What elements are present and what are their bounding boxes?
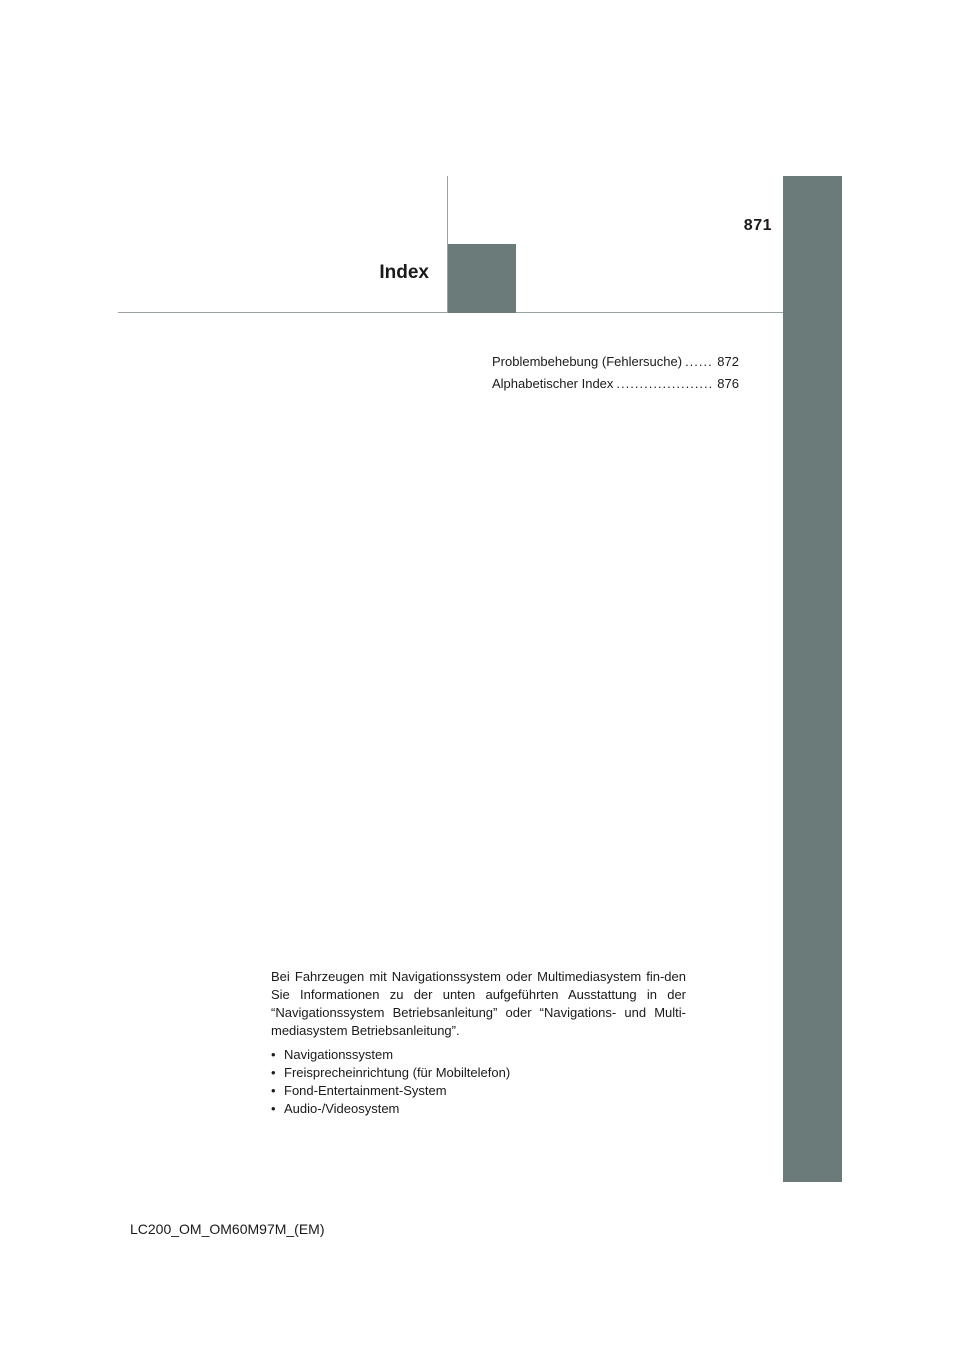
note-text: Bei Fahrzeugen mit Navigationssystem oder Multimediasystem fin-den Sie Informationen zu der unten aufgeführten Ausstattung in der “Navigationssystem Betriebsanleitung” oder “Navigations- und Multi-mediasystem Betriebsanleitung”.: [271, 969, 686, 1038]
list-item: • Navigationssystem: [271, 1046, 686, 1064]
table-of-contents: [492, 354, 739, 398]
footer-document-code: LC200_OM_OM60M97M_(EM): [130, 1221, 325, 1237]
toc-leader-dots: [685, 354, 714, 369]
side-chapter-tab: [783, 176, 842, 1182]
toc-entry-page: 876: [717, 376, 739, 391]
toc-entry-troubleshooting[interactable]: [492, 354, 739, 376]
toc-entry-label: Problembehebung (Fehlersuche): [492, 354, 683, 369]
note-list: [271, 1046, 686, 1118]
section-marker-block: [448, 244, 516, 313]
list-item: • Fond-Entertainment-System: [271, 1082, 686, 1100]
list-item: • Freisprecheinrichtung (für Mobiltelefon): [271, 1064, 686, 1082]
page-number: 871: [743, 217, 772, 234]
toc-entry-page: 872: [717, 354, 739, 369]
toc-leader-dots: [616, 376, 714, 391]
navigation-system-note: [271, 968, 686, 1118]
toc-entry-label: Alphabetischer Index: [492, 376, 614, 391]
list-item: • Audio-/Videosystem: [271, 1100, 686, 1118]
section-title: Index: [379, 262, 429, 283]
toc-entry-alphabetical-index[interactable]: [492, 376, 739, 398]
